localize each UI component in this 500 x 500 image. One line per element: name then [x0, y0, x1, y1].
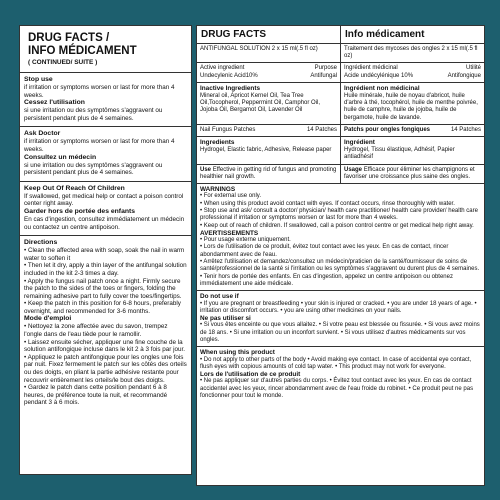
inactive-heading: Inactive Ingredients	[200, 84, 261, 92]
when-using-section	[197, 347, 484, 402]
directions-heading: Directions	[24, 239, 58, 247]
active-label-fr: Ingrédient médicinal	[344, 65, 398, 72]
patch-ingredients-text-fr: Hydrogel, Tissu élastique, Adhésif, Papier antiadhésif	[344, 147, 455, 161]
warnings-heading-fr: AVERTISSEMENTS	[200, 229, 259, 237]
warnings-section	[197, 184, 484, 291]
do-not-use-heading-fr: Ne pas utiliser si	[200, 315, 251, 323]
warning-item: • For external use only.	[200, 193, 262, 200]
info-medicament-title: Info médicament	[345, 29, 425, 40]
patch-ingredients-row	[197, 137, 484, 165]
patches-name: Nail Fungus Patches	[200, 126, 256, 133]
keep-out-heading-fr: Garder hors de portée des enfants	[24, 207, 136, 215]
stop-use-heading-fr: Cessez l'utilisation	[24, 99, 85, 107]
stop-use-section	[20, 73, 191, 127]
ask-doctor-text-fr: si une irritation ou des symptômes s'aggravent ou persistent pendant plus de 4 semaines.	[24, 161, 163, 177]
patch-ingredients-fr	[341, 137, 484, 164]
use-en	[197, 165, 341, 183]
solution-row	[197, 44, 484, 63]
active-item: Undecylenic Acid10%	[200, 72, 258, 79]
right-header	[197, 26, 484, 44]
right-panel	[196, 25, 485, 486]
do-not-use-text: • If you are pregnant or breastfeeding • your skin is injured or cracked. • you are under 18 years of age. • irritation or discomfort occurs. • you are using other medicines on your nails.	[200, 300, 477, 314]
active-label: Active ingredient	[200, 65, 245, 72]
inactive-text-fr: Huile minérale, huile de noyau d'abricot, huile d'arbre à thé, tocophérol, huile de menthe poivrée, huile de camphre, huile de jojoba, huile de bergamote, huile de lavande.	[344, 93, 478, 121]
keep-out-text-fr: En cas d'ingestion, consultez immédiatement un médecin ou contactez un centre antipoison.	[24, 215, 185, 231]
left-title-1: DRUG FACTS /	[28, 32, 110, 44]
when-using-text-fr: • Ne pas appliquer sur d'autres parties du corps. • Évitez tout contact avec les yeux. En cas de contact accidentel avec les yeux, rincer abondamment avec de l'eau froide du robinet. • Ce produit peut ne pas fonctionner pour tout le monde.	[200, 378, 474, 400]
use-row	[197, 165, 484, 184]
patch-ingredients-text: Hydrogel, Elastic fabric, Adhesive, Release paper	[200, 147, 332, 154]
ask-doctor-text: if irritation or symptoms worsen or last for more than 4 weeks.	[24, 138, 175, 153]
left-title-2: INFO MÉDICAMENT	[28, 45, 137, 57]
solution-label-fr: Traitement des mycoses des ongles 2 x 15 ml(.5 fl oz)	[344, 46, 478, 60]
do-not-use-text-fr: • Si vous êtes enceinte ou que vous allaitez. • Si votre peau est blessée ou fissurée. • Si vous avez moins de 18 ans. • Si une irritation ou un inconfort survient. • Si vous utilisez d'autres médicaments sur vos ongles.	[200, 322, 480, 343]
solution-label-en: ANTIFUNGAL SOLUTION 2 x 15 ml(.5 fl oz)	[197, 44, 341, 62]
use-label: Use	[200, 166, 212, 173]
when-using-text: • Do not apply to other parts of the body • Avoid making eye contact. In case of accidental eye contact, flush eyes with copious amounts of cold tap water. • This product may not work for everyone.	[200, 356, 472, 370]
ask-doctor-heading: Ask Doctor	[24, 130, 61, 138]
directions-item: • Apply the fungus nail patch once a night. Firmly secure the patch to the sides of the toes or fingers, folding the remaining adhesive part to fully cover the toes/fingertips.	[24, 277, 182, 300]
warning-item-fr: • Arrêtez l'utilisation et demandez/consultez un médecin/praticien de la santé/fournisseur de soins de santé/professionnel de la santé si l'irritation ou les symptômes s'aggravent ou durent plus de 4 semaines.	[200, 259, 480, 273]
when-using-heading-fr: Lors de l'utilisation de ce produit	[200, 371, 301, 379]
inactive-en	[197, 83, 341, 124]
left-panel	[19, 25, 192, 475]
active-ingredient-en	[197, 63, 341, 81]
use-label-fr: Usage	[344, 166, 363, 173]
keep-out-heading: Keep Out Of Reach Of Children	[24, 184, 125, 192]
directions-item-fr: • Laissez ensuite sécher, appliquer une fine couche de la solution antifongique incluse dans le kit 2 à 3 fois par jour.	[24, 338, 186, 354]
directions-item-fr: • Appliquez le patch antifongique pour les ongles une fois par nuit. Fixez fermement le patch sur les côtés des orteils ou des doigts, en pliant la partie adhésive restante pour recouvrir entièrement les orteils/le bout des doigts.	[24, 353, 187, 384]
patches-fr	[341, 125, 484, 136]
patch-ingredients-en	[197, 137, 341, 164]
do-not-use-section	[197, 291, 484, 347]
patches-row	[197, 125, 484, 137]
when-using-heading: When using this product	[200, 349, 275, 357]
do-not-use-heading: Do not use if	[200, 293, 239, 301]
warning-item: • When using this product avoid contact with eyes. If contact occurs, rinse thoroughly with water.	[200, 200, 455, 207]
ask-doctor-section	[20, 127, 191, 181]
inactive-ingredients-row	[197, 83, 484, 125]
directions-item: • Clean the affected area with soap, soak the nail in warm water to soften it	[24, 247, 185, 262]
warning-item-fr: • Tenir hors de portée des enfants. En cas d'ingestion, appelez un centre antipoison ou obtenez immédiatement une aide médicale.	[200, 273, 453, 287]
active-ingredient-row	[197, 63, 484, 82]
use-text-fr: Efficace pour éliminer les champignons et favoriser une croissance plus saine des ongles.	[344, 166, 475, 180]
left-title-3: ( CONTINUED/ SUITE )	[28, 59, 98, 66]
directions-section	[20, 236, 191, 411]
keep-out-text: If swallowed, get medical help or contact a poison control center right away.	[24, 192, 184, 208]
active-purpose-fr: Antifongique	[447, 72, 481, 79]
use-fr	[341, 165, 484, 183]
stop-use-heading: Stop use	[24, 76, 53, 83]
active-item-fr: Acide undécylénique 10%	[344, 72, 414, 79]
drug-facts-title: DRUG FACTS	[197, 26, 341, 43]
inactive-heading-fr: Ingrédient non médicinal	[344, 84, 420, 92]
inactive-fr	[341, 83, 484, 124]
purpose-label-fr: Utilité	[465, 65, 481, 72]
directions-item: • Then let it dry, apply a thin layer of the antifungal solution included in the kit 2-3 times a day.	[24, 262, 187, 277]
purpose-label: Purpose	[314, 65, 337, 72]
warning-item: • Stop use and ask/ consult a doctor/ physician/ health care practitioner/ health care provider/ health care professional if irritation or symptoms worsen or last for more than 4 weeks.	[200, 207, 478, 222]
directions-item-fr: • Nettoyez la zone affectée avec du savon, trempez l'ongle dans de l'eau tiède pour le ramollir.	[24, 323, 168, 339]
stop-use-text-fr: si une irritation ou des symptômes s'aggravent ou persistent pendant plus de 4 semaines.	[24, 107, 163, 122]
patch-ingredients-heading-fr: Ingrédient	[344, 139, 375, 147]
inactive-text: Mineral oil, Apricot Kernel Oil, Tea Tree Oil,Tocopherol, Peppermint Oil, Camphor Oil, Jojoba Oil, Bergamot Oil, Lavender Oil	[200, 93, 321, 114]
patches-count-fr: 14 Patches	[450, 126, 481, 133]
directions-item: • Keep the patch in this position for 6-8 hours, preferably overnight, and recommended for 3-6 months.	[24, 300, 181, 315]
warning-item-fr: • Pour usage externe uniquement.	[200, 237, 291, 244]
warning-item-fr: • Lors de l'utilisation de ce produit, évitez tout contact avec les yeux. En cas de contact, rincer abondamment avec de l'eau.	[200, 244, 449, 258]
keep-out-section	[20, 182, 191, 236]
patches-count: 14 Patches	[306, 126, 337, 133]
patches-name-fr: Patchs pour ongles fongiques	[344, 126, 431, 133]
active-purpose: Antifungal	[310, 72, 337, 79]
left-header	[20, 26, 191, 73]
directions-item-fr: • Gardez le patch dans cette position pendant 6 à 8 heures, de préférence toute la nuit, et recommandé pendant 3 à 6 mois.	[24, 384, 168, 407]
warning-item: • Keep out of reach of children. If swallowed, call a poison control centre or get medical help right away.	[200, 222, 474, 229]
warnings-heading: WARNINGS	[200, 186, 236, 194]
active-ingredient-fr	[341, 63, 484, 81]
patches-en	[197, 125, 341, 136]
patch-ingredients-heading: Ingredients	[200, 139, 235, 147]
directions-heading-fr: Mode d'emploi	[24, 315, 72, 323]
ask-doctor-heading-fr: Consultez un médecin	[24, 153, 97, 161]
use-text: Effective in getting rid of fungus and promoting healthier nail growth.	[200, 166, 337, 180]
stop-use-text: if irritation or symptoms worsen or last for more than 4 weeks.	[24, 84, 175, 99]
